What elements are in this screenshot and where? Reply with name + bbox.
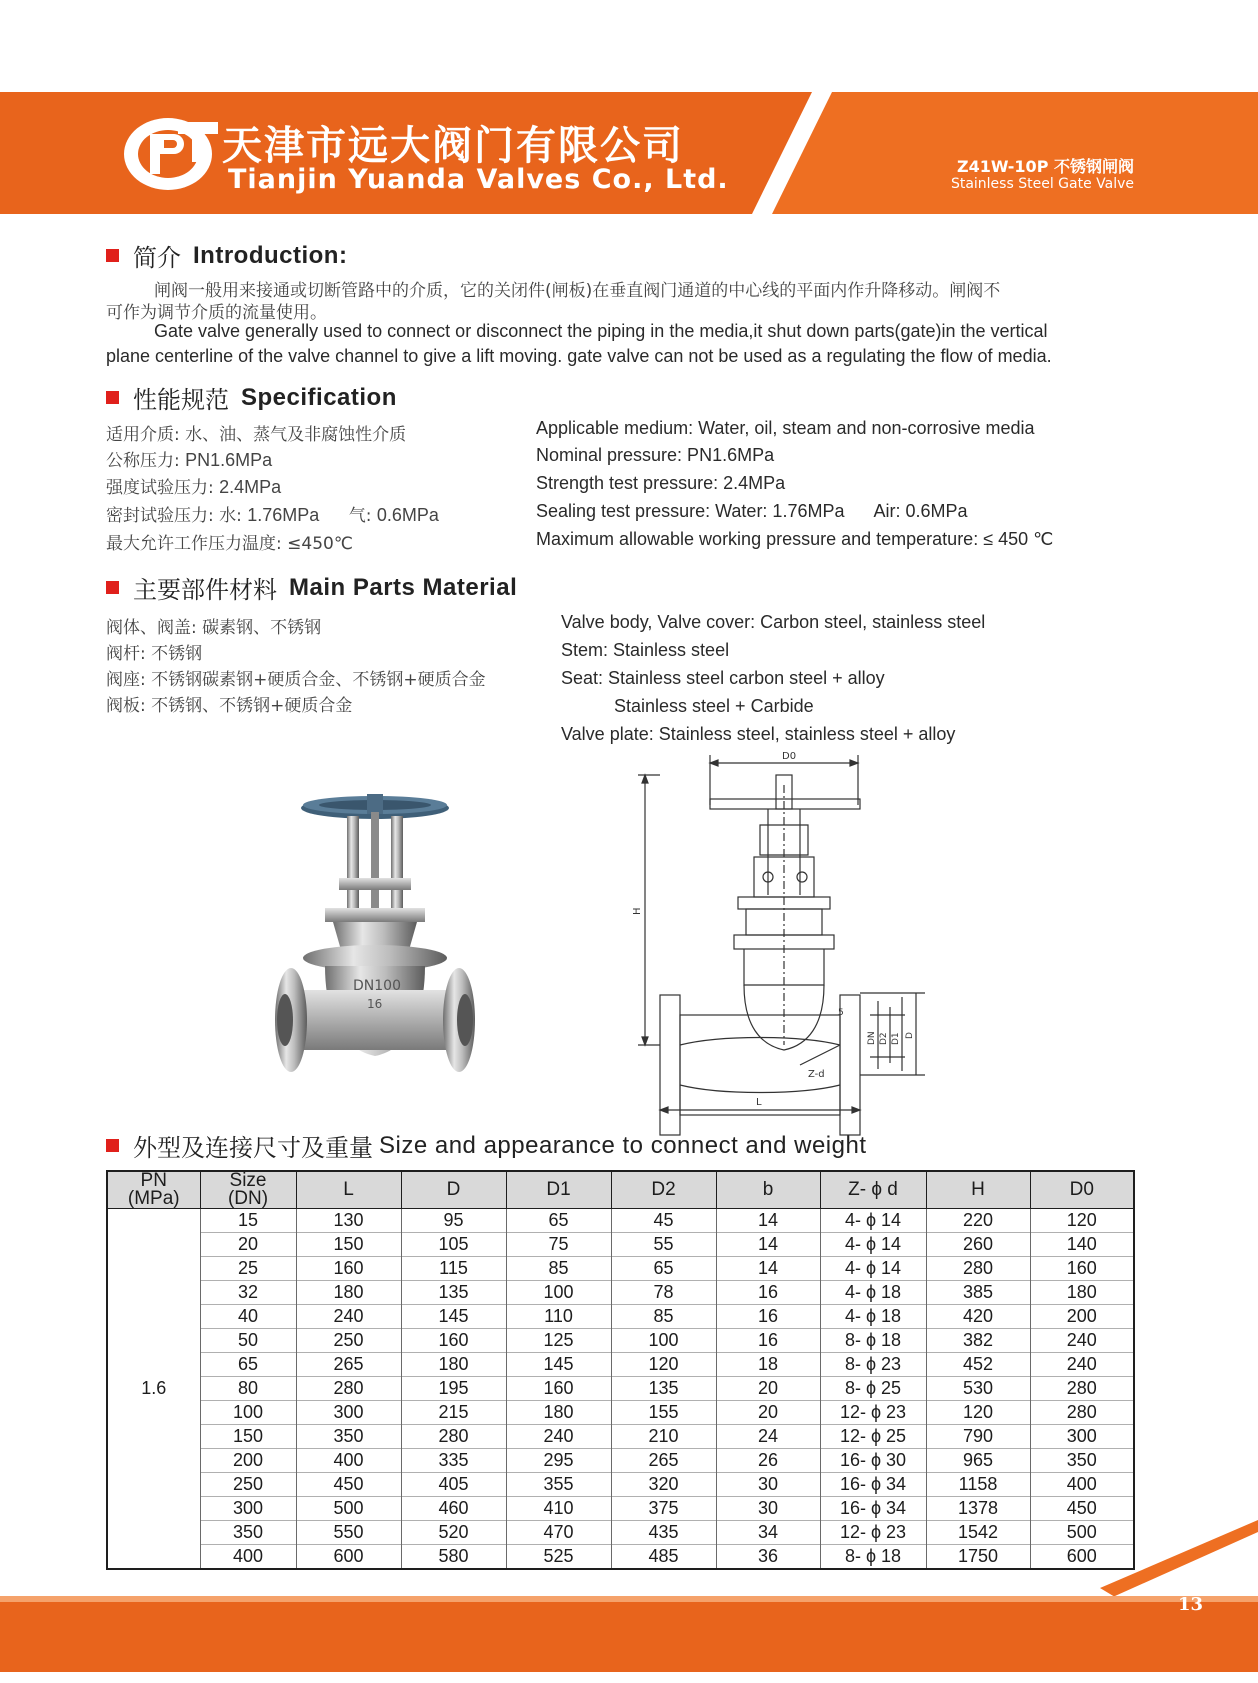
header-d0: D0 [1030, 1171, 1134, 1209]
cell-size: 32 [200, 1281, 296, 1305]
cell-size: 150 [200, 1425, 296, 1449]
cell-size: 350 [200, 1521, 296, 1545]
cell-b: 18 [716, 1353, 820, 1377]
cell-d2: 210 [611, 1425, 716, 1449]
cell-d2: 78 [611, 1281, 716, 1305]
cell-d: 95 [401, 1209, 506, 1233]
cell-size: 80 [200, 1377, 296, 1401]
cell-d1: 470 [506, 1521, 611, 1545]
cell-d0: 450 [1030, 1497, 1134, 1521]
cell-l: 240 [296, 1305, 401, 1329]
cell-d2: 120 [611, 1353, 716, 1377]
table-body [107, 1209, 1134, 1570]
cell-d0: 500 [1030, 1521, 1134, 1545]
header-d2: D2 [611, 1171, 716, 1209]
label-dn: DN [867, 1031, 877, 1045]
spec-en-nominal: Nominal pressure: PN1.6MPa [536, 445, 775, 465]
table-row [107, 1353, 1134, 1377]
casting-dn-text: DN100 [353, 978, 401, 994]
table-row [107, 1425, 1134, 1449]
cell-size: 50 [200, 1329, 296, 1353]
cell-d1: 410 [506, 1497, 611, 1521]
casting-pn-text: 16 [367, 997, 383, 1011]
cell-size: 250 [200, 1473, 296, 1497]
cell-b: 16 [716, 1281, 820, 1305]
cell-d1: 525 [506, 1545, 611, 1570]
cell-d: 105 [401, 1233, 506, 1257]
cell-h: 120 [926, 1401, 1030, 1425]
cell-d2: 135 [611, 1377, 716, 1401]
material-cn-stem: 阀杆: 不锈钢 [106, 644, 203, 664]
cell-d: 520 [401, 1521, 506, 1545]
cell-d1: 180 [506, 1401, 611, 1425]
cell-h: 220 [926, 1209, 1030, 1233]
cell-d0: 160 [1030, 1257, 1134, 1281]
intro-cn-line2: 可作为调节介质的流量使用。 [106, 303, 327, 323]
label-d0: D0 [782, 751, 797, 762]
header-d1: D1 [506, 1171, 611, 1209]
spec-cn-strength: 强度试验压力: 2.4MPa [106, 477, 282, 498]
cell-zd: 8- ϕ 23 [820, 1353, 926, 1377]
cell-d1: 100 [506, 1281, 611, 1305]
cell-size: 400 [200, 1545, 296, 1570]
cell-size: 15 [200, 1209, 296, 1233]
materials-heading: 主要部件材料 Main Parts Material [106, 570, 517, 605]
cell-d1: 160 [506, 1377, 611, 1401]
cell-zd: 4- ϕ 14 [820, 1233, 926, 1257]
table-row [107, 1449, 1134, 1473]
material-en-seat-alt: Stainless steel + Carbide [614, 696, 814, 716]
cell-b: 20 [716, 1401, 820, 1425]
cell-zd: 4- ϕ 18 [820, 1305, 926, 1329]
cell-d1: 240 [506, 1425, 611, 1449]
cell-d0: 240 [1030, 1329, 1134, 1353]
cell-b: 36 [716, 1545, 820, 1570]
cell-h: 1750 [926, 1545, 1030, 1570]
cell-l: 450 [296, 1473, 401, 1497]
cell-d2: 320 [611, 1473, 716, 1497]
cell-b: 16 [716, 1305, 820, 1329]
cell-d1: 295 [506, 1449, 611, 1473]
cell-d1: 110 [506, 1305, 611, 1329]
bullet-square-icon [106, 391, 119, 404]
valve-technical-drawing [632, 745, 940, 1120]
cell-b: 14 [716, 1209, 820, 1233]
cell-zd: 4- ϕ 18 [820, 1281, 926, 1305]
table-row [107, 1497, 1134, 1521]
cell-d0: 140 [1030, 1233, 1134, 1257]
cell-d2: 155 [611, 1401, 716, 1425]
cell-b: 16 [716, 1329, 820, 1353]
cell-zd: 4- ϕ 14 [820, 1209, 926, 1233]
cell-d: 215 [401, 1401, 506, 1425]
spec-cn-nominal: 公称压力: PN1.6MPa [106, 450, 273, 471]
header-size: Size (DN) [200, 1171, 296, 1209]
cell-d: 280 [401, 1425, 506, 1449]
cell-d2: 55 [611, 1233, 716, 1257]
cell-d2: 45 [611, 1209, 716, 1233]
cell-b: 34 [716, 1521, 820, 1545]
header-h: H [926, 1171, 1030, 1209]
cell-h: 260 [926, 1233, 1030, 1257]
header-l: L [296, 1171, 401, 1209]
spec-en-medium: Applicable medium: Water, oil, steam and non-corrosive media [536, 418, 1035, 438]
intro-en-line2: plane centerline of the valve channel to give a lift moving. gate valve can not be used as a regulating the flow of media. [106, 346, 1052, 366]
label-l: L [756, 1097, 762, 1108]
company-logo-icon [120, 114, 220, 194]
cell-l: 500 [296, 1497, 401, 1521]
cell-d: 335 [401, 1449, 506, 1473]
cell-h: 382 [926, 1329, 1030, 1353]
cell-l: 130 [296, 1209, 401, 1233]
table-row [107, 1257, 1134, 1281]
cell-d0: 280 [1030, 1401, 1134, 1425]
cell-h: 385 [926, 1281, 1030, 1305]
cell-l: 300 [296, 1401, 401, 1425]
bullet-square-icon [106, 1139, 119, 1152]
cell-zd: 16- ϕ 34 [820, 1473, 926, 1497]
cell-h: 452 [926, 1353, 1030, 1377]
cell-d: 580 [401, 1545, 506, 1570]
spec-heading: 性能规范 Specification [106, 380, 397, 415]
cell-zd: 16- ϕ 34 [820, 1497, 926, 1521]
cell-l: 250 [296, 1329, 401, 1353]
cell-d0: 400 [1030, 1473, 1134, 1497]
label-b: 5 [838, 1008, 844, 1018]
cell-d2: 100 [611, 1329, 716, 1353]
cell-zd: 8- ϕ 18 [820, 1545, 926, 1570]
table-heading: 外型及连接尺寸及重量 Size and appearance to connect and weight [106, 1128, 867, 1163]
cell-size: 200 [200, 1449, 296, 1473]
spec-en-maxtemp: Maximum allowable working pressure and temperature: ≤ 450 ℃ [536, 529, 1054, 549]
bullet-square-icon [106, 581, 119, 594]
cell-d0: 300 [1030, 1425, 1134, 1449]
cell-l: 600 [296, 1545, 401, 1570]
cell-h: 965 [926, 1449, 1030, 1473]
table-row [107, 1473, 1134, 1497]
table-row [107, 1329, 1134, 1353]
cell-d0: 120 [1030, 1209, 1134, 1233]
material-en-stem: Stem: Stainless steel [561, 640, 730, 660]
cell-b: 14 [716, 1233, 820, 1257]
cell-l: 350 [296, 1425, 401, 1449]
cell-h: 1158 [926, 1473, 1030, 1497]
cell-size: 25 [200, 1257, 296, 1281]
page-number: 13 [1178, 1594, 1204, 1615]
header-b: b [716, 1171, 820, 1209]
spec-cn-medium: 适用介质: 水、油、蒸气及非腐蚀性介质 [106, 425, 407, 445]
spec-en-sealing: Sealing test pressure: Water: 1.76MPa Air: 0.6MPa [536, 501, 968, 521]
cell-size: 300 [200, 1497, 296, 1521]
cell-d1: 65 [506, 1209, 611, 1233]
cell-d2: 265 [611, 1449, 716, 1473]
cell-h: 790 [926, 1425, 1030, 1449]
product-title-cn: Z41W-10P 不锈钢闸阀 [956, 157, 1134, 176]
cell-size: 65 [200, 1353, 296, 1377]
cell-d1: 145 [506, 1353, 611, 1377]
cell-zd: 8- ϕ 18 [820, 1329, 926, 1353]
bullet-square-icon [106, 249, 119, 262]
cell-d0: 600 [1030, 1545, 1134, 1570]
cell-zd: 4- ϕ 14 [820, 1257, 926, 1281]
cell-l: 150 [296, 1233, 401, 1257]
cell-h: 420 [926, 1305, 1030, 1329]
label-d2: D2 [879, 1032, 889, 1045]
cell-d0: 240 [1030, 1353, 1134, 1377]
material-en-plate: Valve plate: Stainless steel, stainless steel + alloy [561, 724, 956, 744]
cell-d0: 280 [1030, 1377, 1134, 1401]
cell-d: 460 [401, 1497, 506, 1521]
cell-l: 400 [296, 1449, 401, 1473]
footer-band [0, 1560, 1258, 1683]
cell-d1: 75 [506, 1233, 611, 1257]
material-cn-plate: 阀板: 不锈钢、不锈钢+硬质合金 [106, 696, 353, 716]
spec-en-strength: Strength test pressure: 2.4MPa [536, 473, 786, 493]
cell-l: 180 [296, 1281, 401, 1305]
cell-l: 280 [296, 1377, 401, 1401]
cell-d0: 200 [1030, 1305, 1134, 1329]
company-name-en: Tianjin Yuanda Valves Co., Ltd. [228, 164, 729, 195]
dimensions-table [106, 1170, 1135, 1570]
cell-zd: 12- ϕ 23 [820, 1401, 926, 1425]
cell-d: 135 [401, 1281, 506, 1305]
cell-d: 145 [401, 1305, 506, 1329]
header-pn: PN (MPa) [107, 1171, 200, 1209]
cell-d2: 85 [611, 1305, 716, 1329]
spec-cn-maxtemp: 最大允许工作压力温度: ≤450℃ [106, 534, 353, 554]
spec-cn-sealing: 密封试验压力: 水: 1.76MPa 气: 0.6MPa [106, 505, 439, 526]
cell-d0: 180 [1030, 1281, 1134, 1305]
cell-b: 26 [716, 1449, 820, 1473]
label-d: D [905, 1032, 915, 1039]
cell-d: 115 [401, 1257, 506, 1281]
cell-b: 20 [716, 1377, 820, 1401]
material-cn-seat: 阀座: 不锈钢碳素钢+硬质合金、不锈钢+硬质合金 [106, 670, 486, 690]
cell-b: 30 [716, 1473, 820, 1497]
cell-d1: 125 [506, 1329, 611, 1353]
cell-zd: 12- ϕ 23 [820, 1521, 926, 1545]
intro-heading: 简介 Introduction: [106, 238, 347, 273]
header-zd: Z- ϕ d [820, 1171, 926, 1209]
cell-l: 265 [296, 1353, 401, 1377]
pn-value-cell: 1.6 [107, 1209, 200, 1570]
material-en-seat: Seat: Stainless steel carbon steel + alloy [561, 668, 885, 688]
table-row [107, 1209, 1134, 1233]
table-row [107, 1521, 1134, 1545]
cell-d: 195 [401, 1377, 506, 1401]
table-row [107, 1401, 1134, 1425]
table-header-row [107, 1171, 1134, 1209]
cell-h: 1378 [926, 1497, 1030, 1521]
cell-zd: 12- ϕ 25 [820, 1425, 926, 1449]
cell-d2: 435 [611, 1521, 716, 1545]
cell-zd: 8- ϕ 25 [820, 1377, 926, 1401]
cell-h: 1542 [926, 1521, 1030, 1545]
header-d: D [401, 1171, 506, 1209]
cell-size: 40 [200, 1305, 296, 1329]
cell-h: 280 [926, 1257, 1030, 1281]
company-name-cn: 天津市远大阀门有限公司 [222, 123, 684, 169]
cell-b: 24 [716, 1425, 820, 1449]
cell-d2: 485 [611, 1545, 716, 1570]
cell-d: 405 [401, 1473, 506, 1497]
cell-size: 100 [200, 1401, 296, 1425]
product-title-en: Stainless Steel Gate Valve [950, 176, 1134, 192]
cell-zd: 16- ϕ 30 [820, 1449, 926, 1473]
cell-b: 14 [716, 1257, 820, 1281]
table-row [107, 1377, 1134, 1401]
table-row [107, 1233, 1134, 1257]
cell-d2: 375 [611, 1497, 716, 1521]
cell-b: 30 [716, 1497, 820, 1521]
valve-photo [275, 790, 495, 1095]
label-zd: Z-d [808, 1069, 825, 1080]
table-row [107, 1281, 1134, 1305]
cell-h: 530 [926, 1377, 1030, 1401]
cell-d: 180 [401, 1353, 506, 1377]
table-row [107, 1305, 1134, 1329]
cell-l: 550 [296, 1521, 401, 1545]
label-d1: D1 [891, 1032, 901, 1045]
label-h: H [632, 907, 643, 915]
cell-d1: 355 [506, 1473, 611, 1497]
cell-d: 160 [401, 1329, 506, 1353]
material-cn-body: 阀体、阀盖: 碳素钢、不锈钢 [106, 618, 322, 638]
cell-d1: 85 [506, 1257, 611, 1281]
material-en-body: Valve body, Valve cover: Carbon steel, stainless steel [561, 612, 986, 632]
cell-l: 160 [296, 1257, 401, 1281]
cell-d0: 350 [1030, 1449, 1134, 1473]
intro-cn-line1: 闸阀一般用来接通或切断管路中的介质，它的关闭件(闸板)在垂直阀门通道的中心线的平面内作升降移动。闸阀不 [154, 281, 1001, 301]
cell-size: 20 [200, 1233, 296, 1257]
cell-d2: 65 [611, 1257, 716, 1281]
intro-en-line1: Gate valve generally used to connect or disconnect the piping in the media,it shut down parts(gate)in the vertical [154, 321, 1048, 341]
